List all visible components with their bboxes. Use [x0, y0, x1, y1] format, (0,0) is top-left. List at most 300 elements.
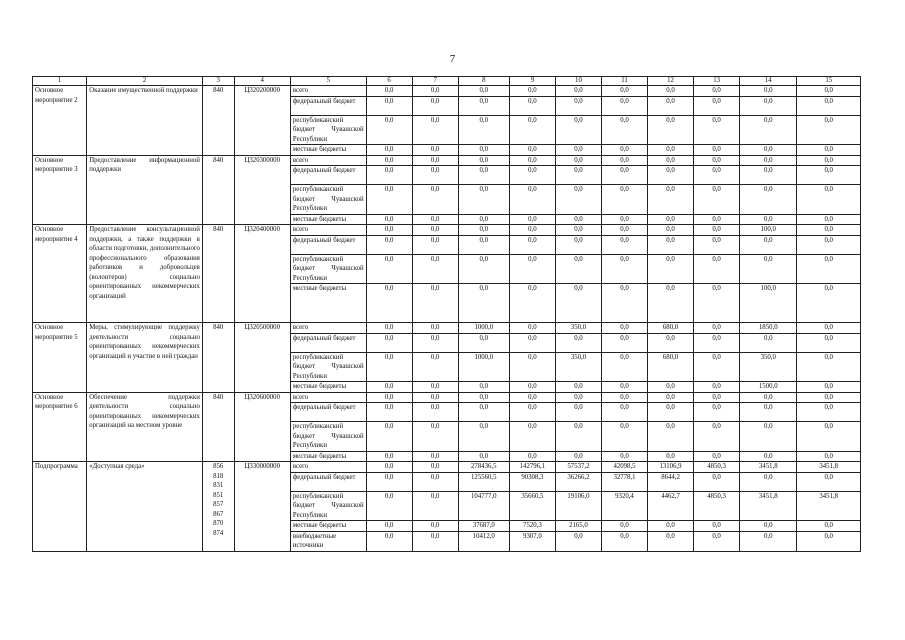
value-cell: 0,0	[509, 166, 555, 185]
target-code-cell: Ц320500000	[234, 323, 290, 393]
column-number: 3	[202, 77, 234, 86]
value-cell: 0,0	[509, 333, 555, 352]
value-cell: 0,0	[509, 115, 555, 145]
funding-source-cell: всего	[290, 155, 366, 166]
value-cell: 0,0	[458, 145, 509, 156]
value-cell: 0,0	[694, 225, 740, 236]
value-cell: 0,0	[601, 333, 647, 352]
value-cell: 0,0	[412, 166, 458, 185]
value-cell: 0,0	[648, 451, 694, 462]
value-cell: 0,0	[694, 422, 740, 452]
value-cell: 0,0	[601, 86, 647, 97]
value-cell: 0,0	[740, 185, 797, 215]
grbs-code: 831	[213, 482, 224, 489]
value-cell: 0,0	[648, 254, 694, 284]
value-cell: 0,0	[648, 145, 694, 156]
value-cell: 4850,3	[694, 462, 740, 473]
value-cell: 0,0	[648, 403, 694, 422]
value-cell: 0,0	[797, 392, 861, 403]
value-cell: 0,0	[509, 323, 555, 334]
value-cell: 0,0	[740, 521, 797, 532]
value-cell: 142796,1	[509, 462, 555, 473]
funding-source-cell: всего	[290, 323, 366, 334]
table-row	[33, 462, 861, 473]
value-cell: 0,0	[601, 521, 647, 532]
value-cell: 0,0	[601, 166, 647, 185]
event-name-cell: Меры, стимулирующие поддержку деятельности социально ориентированных некоммерческих организаций и участие в ней граждан	[87, 323, 203, 393]
target-code-cell: Ц320600000	[234, 392, 290, 462]
value-cell: 0,0	[740, 392, 797, 403]
table-row	[33, 323, 861, 334]
value-cell: 0,0	[694, 472, 740, 491]
grbs-code: 856	[213, 463, 224, 470]
value-cell: 0,0	[648, 521, 694, 532]
value-cell: 0,0	[648, 96, 694, 115]
value-cell: 0,0	[366, 531, 412, 551]
value-cell: 0,0	[509, 422, 555, 452]
value-cell: 0,0	[601, 225, 647, 236]
value-cell: 0,0	[740, 333, 797, 352]
value-cell: 0,0	[797, 96, 861, 115]
value-cell: 7520,3	[509, 521, 555, 532]
value-cell: 0,0	[694, 284, 740, 323]
value-cell: 100,0	[740, 225, 797, 236]
grbs-code: 851	[213, 491, 224, 499]
value-cell: 0,0	[509, 214, 555, 225]
value-cell: 0,0	[694, 521, 740, 532]
status-cell: Основное мероприятие 4	[33, 225, 87, 323]
value-cell: 0,0	[555, 145, 601, 156]
value-cell: 9307,0	[509, 531, 555, 551]
value-cell: 0,0	[555, 235, 601, 254]
value-cell: 0,0	[601, 155, 647, 166]
status-cell: Основное мероприятие 3	[33, 155, 87, 225]
value-cell: 0,0	[601, 451, 647, 462]
column-number: 12	[648, 77, 694, 86]
column-number: 13	[694, 77, 740, 86]
value-cell: 0,0	[601, 422, 647, 452]
grbs-code: 818	[213, 472, 224, 480]
value-cell: 0,0	[555, 155, 601, 166]
value-cell: 0,0	[366, 145, 412, 156]
value-cell: 0,0	[694, 96, 740, 115]
value-cell: 10412,0	[458, 531, 509, 551]
value-cell: 0,0	[601, 382, 647, 393]
value-cell: 0,0	[458, 225, 509, 236]
value-cell: 0,0	[797, 166, 861, 185]
value-cell: 0,0	[797, 472, 861, 491]
target-code-cell: Ц320200000	[234, 86, 290, 156]
value-cell: 0,0	[412, 472, 458, 491]
value-cell: 0,0	[412, 422, 458, 452]
value-cell: 0,0	[797, 352, 861, 382]
value-cell: 0,0	[797, 235, 861, 254]
value-cell: 0,0	[797, 115, 861, 145]
funding-source-cell: республиканский бюджет Чувашской Республики	[290, 352, 366, 382]
value-cell: 3451,8	[740, 491, 797, 521]
value-cell: 0,0	[740, 155, 797, 166]
value-cell: 0,0	[509, 382, 555, 393]
funding-source-cell: всего	[290, 392, 366, 403]
value-cell: 0,0	[366, 254, 412, 284]
value-cell: 0,0	[412, 284, 458, 323]
value-cell: 0,0	[740, 86, 797, 97]
value-cell: 0,0	[555, 254, 601, 284]
value-cell: 0,0	[648, 166, 694, 185]
value-cell: 0,0	[458, 155, 509, 166]
value-cell: 0,0	[458, 235, 509, 254]
value-cell: 0,0	[458, 254, 509, 284]
value-cell: 1000,0	[458, 323, 509, 334]
value-cell: 0,0	[366, 422, 412, 452]
value-cell: 0,0	[509, 235, 555, 254]
funding-source-cell: местные бюджеты	[290, 382, 366, 393]
value-cell: 0,0	[458, 392, 509, 403]
value-cell: 0,0	[509, 96, 555, 115]
value-cell: 0,0	[555, 185, 601, 215]
value-cell: 0,0	[648, 185, 694, 215]
value-cell: 0,0	[366, 115, 412, 145]
value-cell: 0,0	[366, 403, 412, 422]
value-cell: 0,0	[797, 403, 861, 422]
page-number: 7	[449, 53, 456, 65]
column-number: 2	[87, 77, 203, 86]
value-cell: 0,0	[458, 115, 509, 145]
value-cell: 0,0	[740, 235, 797, 254]
value-cell: 680,0	[648, 352, 694, 382]
value-cell: 0,0	[694, 403, 740, 422]
funding-source-cell: местные бюджеты	[290, 451, 366, 462]
value-cell: 0,0	[509, 86, 555, 97]
value-cell: 0,0	[601, 145, 647, 156]
value-cell: 0,0	[412, 382, 458, 393]
value-cell: 0,0	[555, 531, 601, 551]
value-cell: 0,0	[366, 166, 412, 185]
funding-source-cell: республиканский бюджет Чувашской Республики	[290, 422, 366, 452]
value-cell: 0,0	[555, 225, 601, 236]
value-cell: 0,0	[555, 86, 601, 97]
value-cell: 0,0	[797, 521, 861, 532]
value-cell: 0,0	[797, 155, 861, 166]
column-number: 4	[234, 77, 290, 86]
value-cell: 0,0	[694, 115, 740, 145]
value-cell: 57537,2	[555, 462, 601, 473]
value-cell: 0,0	[458, 382, 509, 393]
value-cell: 42098,5	[601, 462, 647, 473]
value-cell: 9320,4	[601, 491, 647, 521]
column-number-row	[33, 77, 861, 86]
value-cell: 0,0	[412, 323, 458, 334]
value-cell: 0,0	[740, 403, 797, 422]
value-cell: 0,0	[366, 86, 412, 97]
value-cell: 0,0	[797, 225, 861, 236]
value-cell: 0,0	[694, 352, 740, 382]
funding-source-cell: республиканский бюджет Чувашской Республики	[290, 491, 366, 521]
value-cell: 0,0	[648, 225, 694, 236]
value-cell: 0,0	[366, 185, 412, 215]
value-cell: 0,0	[694, 185, 740, 215]
value-cell: 0,0	[601, 185, 647, 215]
value-cell: 0,0	[797, 185, 861, 215]
funding-source-cell: федеральный бюджет	[290, 472, 366, 491]
funding-source-cell: федеральный бюджет	[290, 96, 366, 115]
status-cell: Основное мероприятие 2	[33, 86, 87, 156]
value-cell: 0,0	[458, 185, 509, 215]
value-cell: 0,0	[509, 284, 555, 323]
value-cell: 1500,0	[740, 382, 797, 393]
value-cell: 0,0	[797, 323, 861, 334]
value-cell: 37687,0	[458, 521, 509, 532]
column-number: 1	[33, 77, 87, 86]
event-name-cell: Оказание имущественной поддержки	[87, 86, 203, 156]
value-cell: 90308,3	[509, 472, 555, 491]
value-cell: 0,0	[458, 333, 509, 352]
value-cell: 0,0	[648, 235, 694, 254]
value-cell: 0,0	[366, 462, 412, 473]
value-cell: 0,0	[555, 214, 601, 225]
value-cell: 13106,9	[648, 462, 694, 473]
value-cell: 0,0	[694, 214, 740, 225]
funding-source-cell: местные бюджеты	[290, 214, 366, 225]
value-cell: 0,0	[366, 352, 412, 382]
value-cell: 0,0	[694, 155, 740, 166]
column-number: 5	[290, 77, 366, 86]
value-cell: 0,0	[555, 96, 601, 115]
value-cell: 0,0	[366, 323, 412, 334]
value-cell: 0,0	[412, 185, 458, 215]
value-cell: 0,0	[412, 96, 458, 115]
value-cell: 0,0	[694, 254, 740, 284]
value-cell: 0,0	[694, 86, 740, 97]
value-cell: 0,0	[509, 225, 555, 236]
funding-source-cell: местные бюджеты	[290, 145, 366, 156]
value-cell: 0,0	[694, 392, 740, 403]
target-code-cell: Ц320300000	[234, 155, 290, 225]
funding-source-cell: федеральный бюджет	[290, 166, 366, 185]
value-cell: 0,0	[694, 531, 740, 551]
value-cell: 0,0	[458, 284, 509, 323]
grbs-code-cell: 840	[202, 155, 234, 225]
value-cell: 0,0	[797, 333, 861, 352]
value-cell: 0,0	[601, 531, 647, 551]
column-number: 6	[366, 77, 412, 86]
value-cell: 0,0	[740, 422, 797, 452]
value-cell: 1850,0	[740, 323, 797, 334]
value-cell: 0,0	[694, 382, 740, 393]
value-cell: 0,0	[509, 185, 555, 215]
value-cell: 0,0	[366, 521, 412, 532]
value-cell: 0,0	[740, 451, 797, 462]
value-cell: 0,0	[366, 491, 412, 521]
budget-table	[32, 76, 861, 552]
value-cell: 19106,0	[555, 491, 601, 521]
event-name-cell: «Доступная среда»	[87, 462, 203, 552]
column-number: 8	[458, 77, 509, 86]
value-cell: 0,0	[648, 115, 694, 145]
value-cell: 0,0	[797, 531, 861, 551]
value-cell: 3451,8	[740, 462, 797, 473]
value-cell: 680,0	[648, 323, 694, 334]
value-cell: 0,0	[412, 352, 458, 382]
column-number: 10	[555, 77, 601, 86]
value-cell: 0,0	[648, 531, 694, 551]
value-cell: 3451,8	[797, 491, 861, 521]
column-number: 9	[509, 77, 555, 86]
funding-source-cell: федеральный бюджет	[290, 333, 366, 352]
funding-source-cell: республиканский бюджет Чувашской Республики	[290, 185, 366, 215]
value-cell: 35660,5	[509, 491, 555, 521]
table-row	[33, 225, 861, 236]
table-row	[33, 155, 861, 166]
target-code-cell: Ц330000000	[234, 462, 290, 552]
value-cell: 0,0	[509, 352, 555, 382]
value-cell: 0,0	[458, 86, 509, 97]
funding-source-cell: местные бюджеты	[290, 284, 366, 323]
value-cell: 0,0	[601, 392, 647, 403]
value-cell: 0,0	[648, 155, 694, 166]
value-cell: 0,0	[458, 451, 509, 462]
value-cell: 0,0	[509, 392, 555, 403]
value-cell: 0,0	[509, 145, 555, 156]
value-cell: 0,0	[555, 284, 601, 323]
value-cell: 0,0	[648, 214, 694, 225]
grbs-code: 867	[213, 510, 224, 518]
column-number: 14	[740, 77, 797, 86]
value-cell: 0,0	[366, 284, 412, 323]
value-cell: 0,0	[740, 166, 797, 185]
value-cell: 0,0	[412, 115, 458, 145]
value-cell: 0,0	[601, 284, 647, 323]
value-cell: 0,0	[601, 214, 647, 225]
grbs-code-cell: 840	[202, 323, 234, 393]
grbs-code-cell	[202, 462, 234, 552]
value-cell: 0,0	[648, 422, 694, 452]
value-cell: 0,0	[366, 235, 412, 254]
value-cell: 0,0	[366, 96, 412, 115]
value-cell: 4462,7	[648, 491, 694, 521]
value-cell: 0,0	[740, 96, 797, 115]
funding-source-cell: федеральный бюджет	[290, 403, 366, 422]
value-cell: 0,0	[412, 491, 458, 521]
value-cell: 32778,1	[601, 472, 647, 491]
grbs-code-cell: 840	[202, 86, 234, 156]
value-cell: 350,0	[555, 323, 601, 334]
value-cell: 0,0	[694, 166, 740, 185]
value-cell: 0,0	[740, 254, 797, 284]
status-cell: Основное мероприятие 5	[33, 323, 87, 393]
value-cell: 0,0	[412, 531, 458, 551]
value-cell: 0,0	[694, 145, 740, 156]
funding-source-cell: всего	[290, 86, 366, 97]
value-cell: 0,0	[694, 451, 740, 462]
value-cell: 0,0	[740, 115, 797, 145]
funding-source-cell: всего	[290, 462, 366, 473]
grbs-code: 857	[213, 501, 224, 508]
value-cell: 0,0	[648, 382, 694, 393]
table-row	[33, 392, 861, 403]
value-cell: 0,0	[412, 155, 458, 166]
value-cell: 0,0	[412, 333, 458, 352]
value-cell: 0,0	[458, 422, 509, 452]
value-cell: 0,0	[412, 254, 458, 284]
value-cell: 0,0	[601, 235, 647, 254]
value-cell: 0,0	[366, 382, 412, 393]
funding-source-cell: внебюджетные источники	[290, 531, 366, 551]
value-cell: 0,0	[509, 155, 555, 166]
table-row	[33, 86, 861, 97]
column-number: 15	[797, 77, 861, 86]
value-cell: 0,0	[797, 254, 861, 284]
grbs-code: 874	[213, 529, 224, 537]
value-cell: 0,0	[366, 472, 412, 491]
value-cell: 0,0	[601, 96, 647, 115]
value-cell: 0,0	[648, 392, 694, 403]
value-cell: 0,0	[555, 382, 601, 393]
value-cell: 0,0	[412, 392, 458, 403]
value-cell: 0,0	[509, 254, 555, 284]
value-cell: 0,0	[797, 214, 861, 225]
event-name-cell: Предоставление информационной поддержки	[87, 155, 203, 225]
value-cell: 0,0	[412, 403, 458, 422]
value-cell: 0,0	[601, 115, 647, 145]
event-name-cell: Обеспечение поддержки деятельности социально ориентированных некоммерческих организаций на местном уровне	[87, 392, 203, 462]
value-cell: 0,0	[366, 214, 412, 225]
value-cell: 0,0	[412, 462, 458, 473]
value-cell: 0,0	[797, 382, 861, 393]
value-cell: 0,0	[797, 284, 861, 323]
value-cell: 0,0	[694, 333, 740, 352]
value-cell: 0,0	[366, 225, 412, 236]
value-cell: 0,0	[366, 333, 412, 352]
value-cell: 0,0	[601, 403, 647, 422]
value-cell: 4850,3	[694, 491, 740, 521]
value-cell: 0,0	[797, 86, 861, 97]
value-cell: 0,0	[555, 392, 601, 403]
value-cell: 0,0	[740, 531, 797, 551]
value-cell: 0,0	[412, 451, 458, 462]
value-cell: 0,0	[412, 235, 458, 254]
value-cell: 0,0	[412, 521, 458, 532]
value-cell: 0,0	[694, 235, 740, 254]
value-cell: 36266,2	[555, 472, 601, 491]
value-cell: 0,0	[366, 451, 412, 462]
value-cell: 1000,0	[458, 352, 509, 382]
value-cell: 350,0	[555, 352, 601, 382]
value-cell: 0,0	[555, 403, 601, 422]
funding-source-cell: всего	[290, 225, 366, 236]
value-cell: 0,0	[555, 333, 601, 352]
value-cell: 0,0	[555, 422, 601, 452]
value-cell: 350,0	[740, 352, 797, 382]
value-cell: 0,0	[648, 86, 694, 97]
value-cell: 0,0	[412, 145, 458, 156]
value-cell: 0,0	[797, 451, 861, 462]
value-cell: 0,0	[740, 145, 797, 156]
column-number: 11	[601, 77, 647, 86]
grbs-code-cell: 840	[202, 392, 234, 462]
value-cell: 0,0	[648, 333, 694, 352]
value-cell: 8644,2	[648, 472, 694, 491]
grbs-code: 870	[213, 520, 224, 527]
value-cell: 0,0	[694, 323, 740, 334]
value-cell: 0,0	[458, 96, 509, 115]
value-cell: 0,0	[601, 254, 647, 284]
funding-source-cell: республиканский бюджет Чувашской Республики	[290, 254, 366, 284]
value-cell: 0,0	[601, 352, 647, 382]
status-cell: Основное мероприятие 6	[33, 392, 87, 462]
value-cell: 0,0	[601, 323, 647, 334]
value-cell: 0,0	[648, 284, 694, 323]
